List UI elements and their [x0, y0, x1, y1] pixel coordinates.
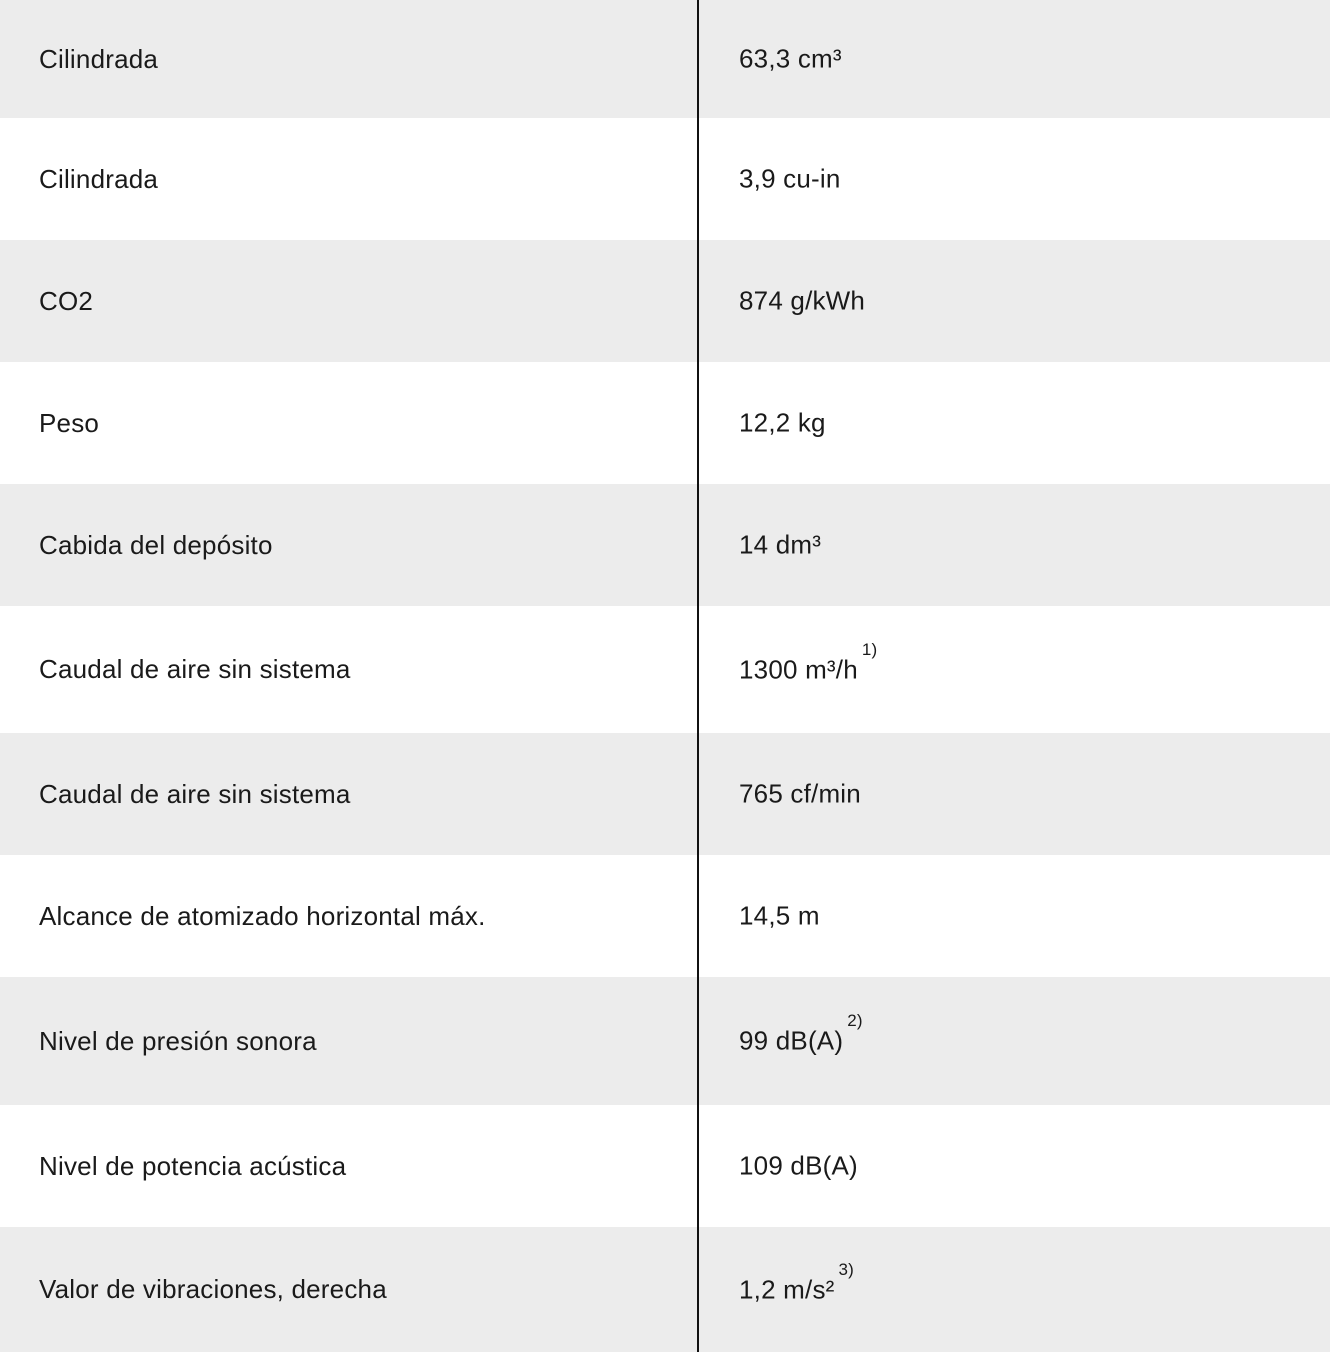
- spec-label: Cabida del depósito: [39, 529, 273, 560]
- spec-value-cell: [698, 639, 1330, 686]
- spec-label: Nivel de presión sonora: [39, 1025, 317, 1056]
- spec-label: Cilindrada: [39, 43, 159, 74]
- spec-row: [0, 1227, 1330, 1352]
- spec-value-cell: [698, 43, 1330, 75]
- spec-value-cell: [698, 529, 1330, 561]
- spec-value: 99 dB(A): [739, 1025, 844, 1056]
- spec-value-cell: [698, 1259, 1330, 1306]
- spec-row: [0, 118, 1330, 240]
- spec-row: [0, 733, 1330, 855]
- spec-value: 14 dm³: [739, 529, 822, 560]
- spec-value: 1,2 m/s²: [739, 1274, 835, 1305]
- spec-row: [0, 240, 1330, 362]
- spec-row: [0, 977, 1330, 1105]
- spec-row: [0, 1105, 1330, 1227]
- spec-label: Caudal de aire sin sistema: [39, 778, 351, 809]
- spec-value: 12,2 kg: [739, 407, 826, 438]
- spec-label: Alcance de atomizado horizontal máx.: [39, 900, 486, 931]
- spec-label: Caudal de aire sin sistema: [39, 654, 351, 684]
- spec-value-cell: [698, 1150, 1330, 1182]
- spec-value-cell: [698, 900, 1330, 932]
- spec-value-cell: [698, 163, 1330, 195]
- spec-value-cell: [698, 407, 1330, 439]
- spec-row: [0, 855, 1330, 977]
- spec-label: Cilindrada: [39, 163, 159, 194]
- footnote-marker: 2): [847, 1011, 863, 1031]
- footnote-marker: 1): [861, 639, 878, 659]
- spec-value: 63,3 cm³: [739, 43, 842, 74]
- spec-value: 874 g/kWh: [739, 285, 866, 316]
- spec-value-cell: [698, 285, 1330, 317]
- column-divider: [697, 0, 699, 1352]
- spec-label: Nivel de potencia acústica: [39, 1150, 347, 1181]
- spec-row: [0, 484, 1330, 606]
- spec-value-cell: [698, 1011, 1330, 1057]
- spec-label: Valor de vibraciones, derecha: [39, 1274, 387, 1304]
- footnote-marker: 3): [838, 1259, 855, 1279]
- spec-value: 14,5 m: [739, 900, 820, 931]
- spec-row: [0, 0, 1330, 118]
- spec-label: Peso: [39, 407, 100, 438]
- spec-value-cell: [698, 778, 1330, 810]
- spec-value: 765 cf/min: [739, 778, 861, 809]
- spec-row: [0, 362, 1330, 484]
- spec-row: [0, 606, 1330, 733]
- spec-value: 109 dB(A): [739, 1150, 858, 1181]
- spec-value: 1300 m³/h: [739, 654, 858, 685]
- spec-value: 3,9 cu-in: [739, 163, 841, 194]
- spec-label: CO2: [39, 285, 94, 316]
